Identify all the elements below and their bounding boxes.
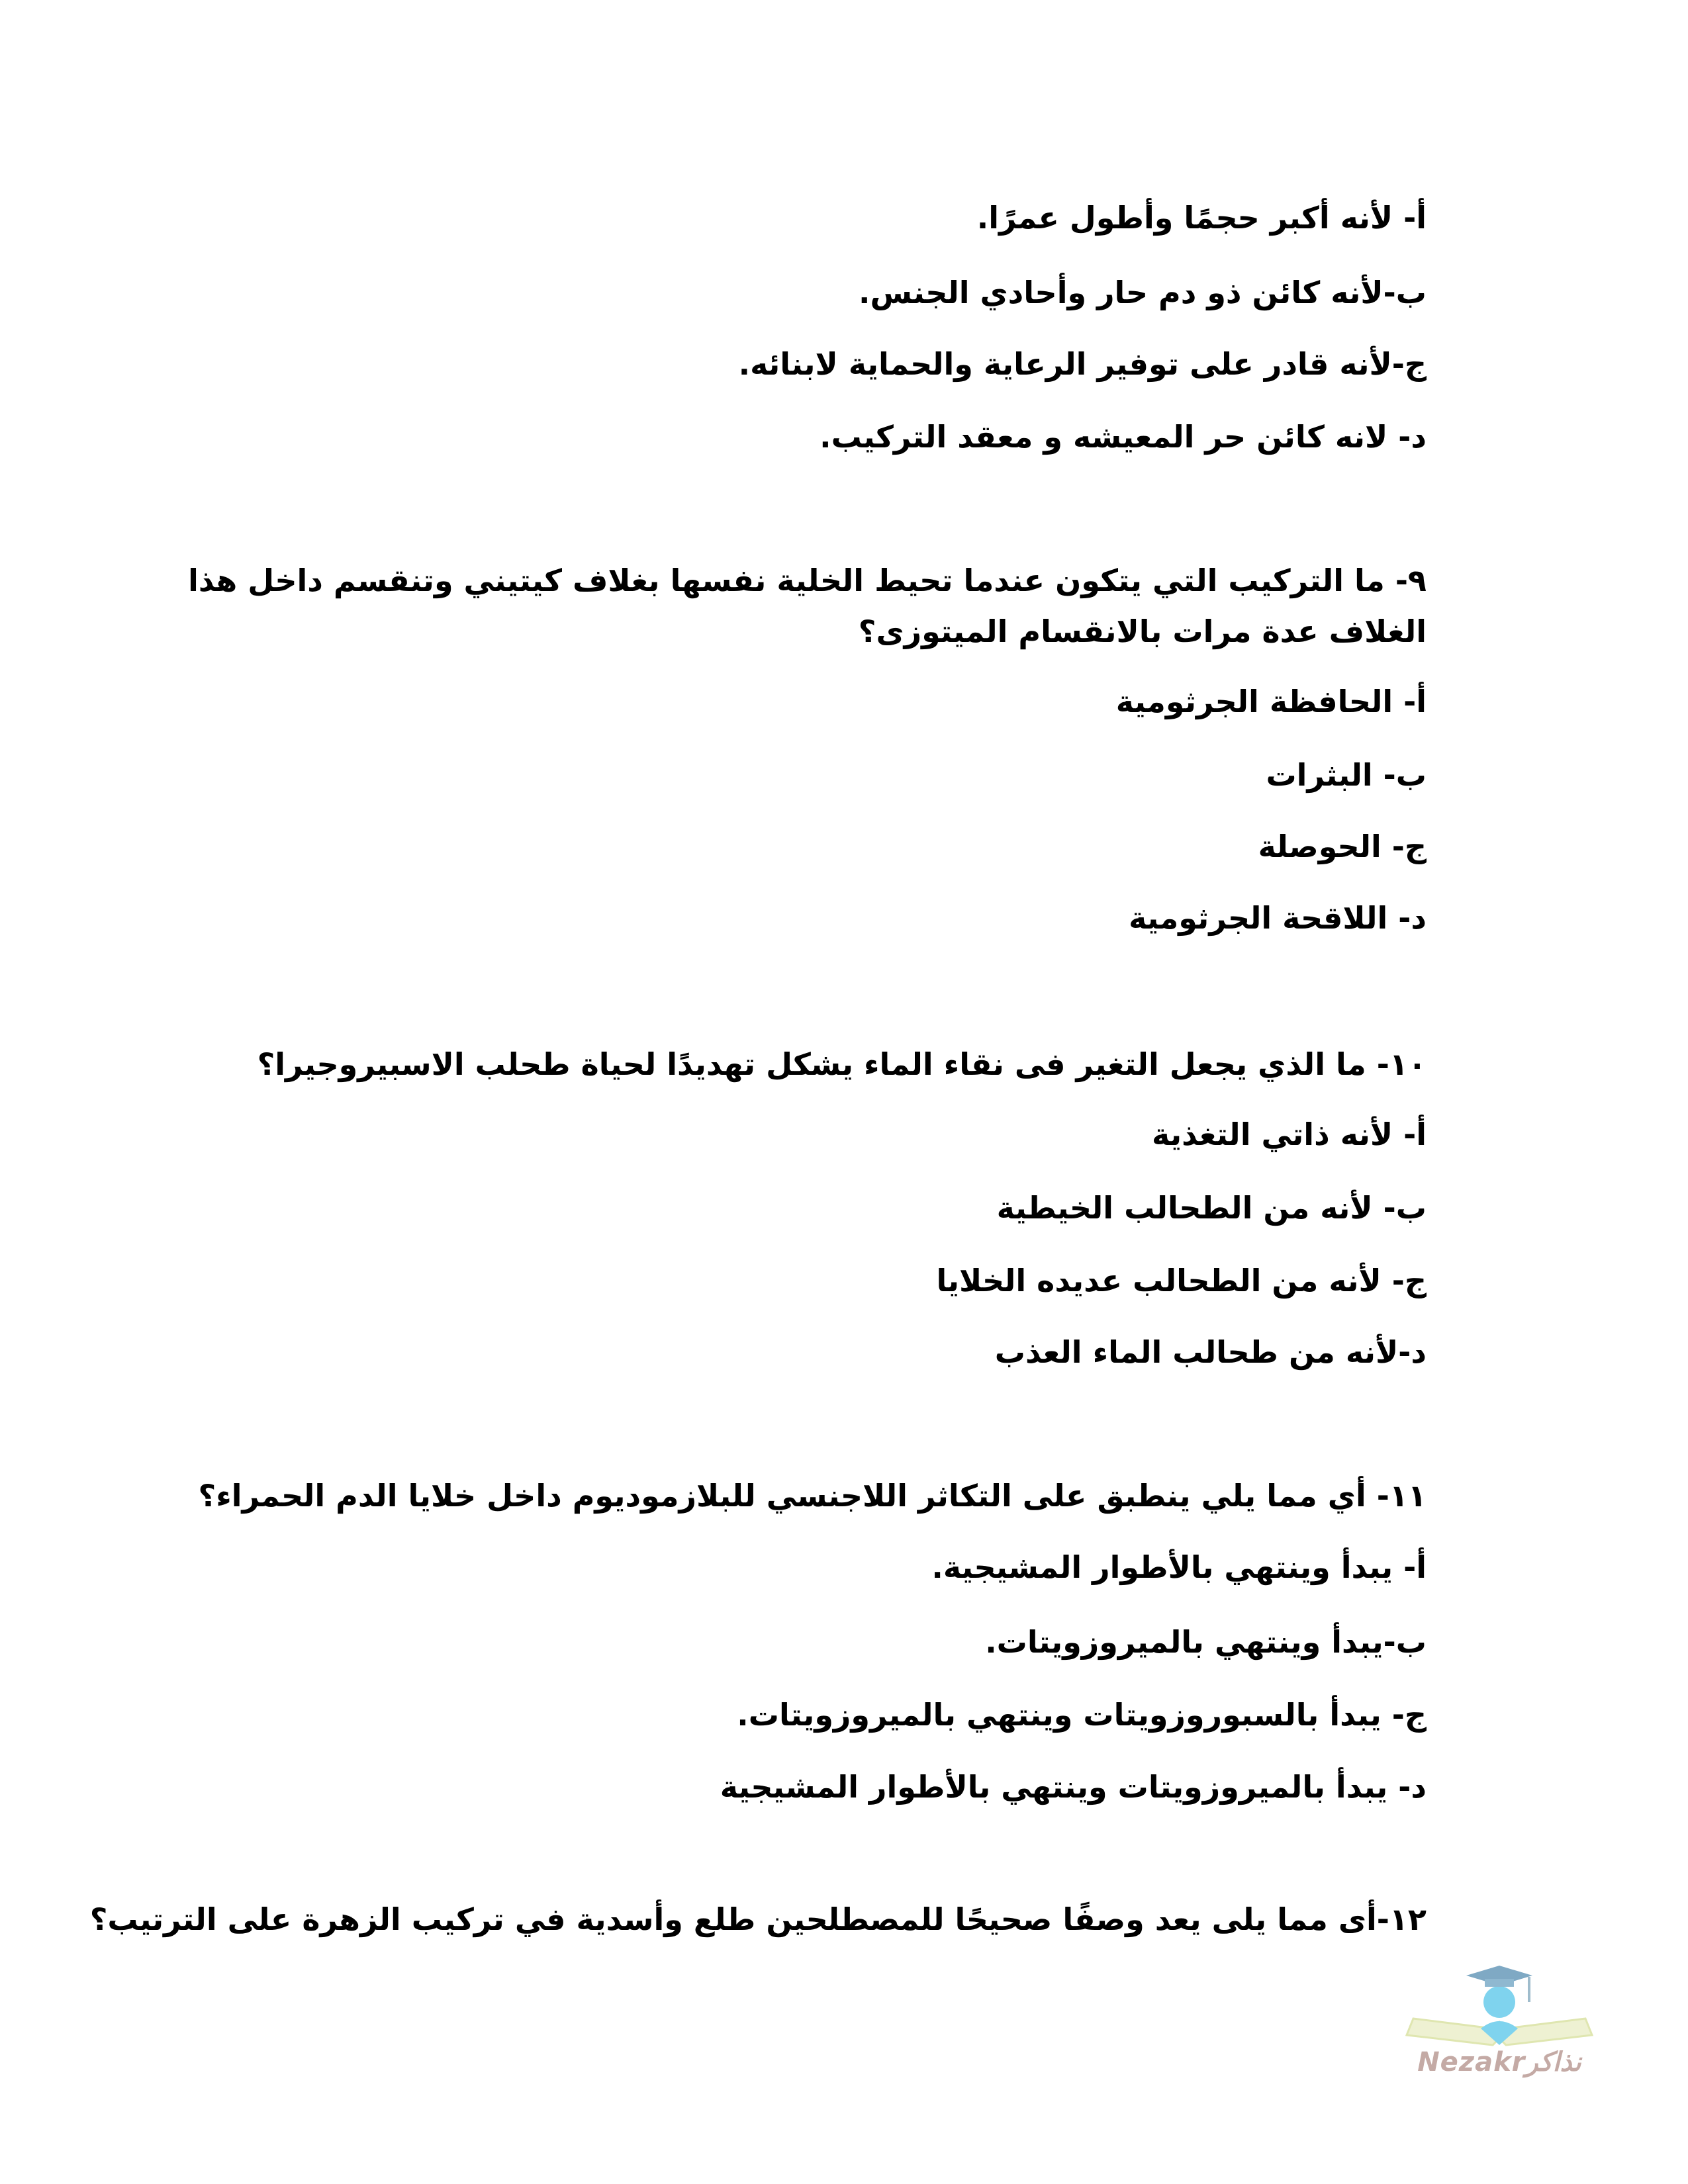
q9-question-line-1: ٩- ما التركيب التي يتكون عندما تحيط الخلية نفسها بغلاف كيتيني وتنقسم داخل هذا xyxy=(188,563,1427,598)
q10-question: ١٠- ما الذي يجعل التغير فى نقاء الماء يشكل تهديدًا لحياة طحلب الاسبيروجيرا؟ xyxy=(257,1046,1427,1082)
q9-option-d: د- اللاقحة الجرثومية xyxy=(1129,900,1427,936)
q11-question: ١١- أي مما يلي ينطبق على التكاثر اللاجنسي للبلازموديوم داخل خلايا الدم الحمراء؟ xyxy=(198,1478,1427,1514)
q9-option-a: أ- الحافظة الجرثومية xyxy=(1115,684,1427,719)
q10-option-c: ج- لأنه من الطحالب عديده الخلايا xyxy=(936,1263,1427,1298)
watermark-text: Nezakrنذاكر xyxy=(1417,2047,1581,2077)
q11-option-a: أ- يبدأ وينتهي بالأطوار المشيجية. xyxy=(931,1549,1427,1585)
q10-option-b: ب- لأنه من الطحالب الخيطية xyxy=(996,1190,1427,1226)
q8-option-a: أ- لأنه أكبر حجمًا وأطول عمرًا. xyxy=(976,200,1427,236)
q10-option-a: أ- لأنه ذاتي التغذية xyxy=(1151,1116,1427,1152)
q9-option-c: ج- الحوصلة xyxy=(1258,829,1427,864)
q10-option-d: د-لأنه من طحالب الماء العذب xyxy=(994,1334,1427,1370)
q11-option-d: د- يبدأ بالميروزويتات وينتهي بالأطوار المشيجية xyxy=(720,1769,1427,1805)
graduate-book-icon xyxy=(1393,1962,1605,2048)
q9-option-b: ب- البثرات xyxy=(1266,757,1427,793)
q8-option-c: ج-لأنه قادر على توفير الرعاية والحماية لابنائه. xyxy=(738,346,1427,382)
q11-option-b: ب-يبدأ وينتهي بالميروزويتات. xyxy=(985,1624,1427,1660)
nezakr-watermark-logo xyxy=(1393,1962,1605,2108)
q11-option-c: ج- يبدأ بالسبوروزويتات وينتهي بالميروزويتات. xyxy=(737,1697,1427,1733)
q9-question-line-2: الغلاف عدة مرات بالانقسام الميتوزى؟ xyxy=(858,614,1427,649)
q8-option-d: د- لانه كائن حر المعيشه و معقد التركيب. xyxy=(820,419,1427,455)
q8-option-b: ب-لأنه كائن ذو دم حار وأحادي الجنس. xyxy=(859,275,1427,310)
q12-question: ١٢-أى مما يلى يعد وصفًا صحيحًا للمصطلحين طلع وأسدية في تركيب الزهرة على الترتيب؟ xyxy=(89,1901,1427,1937)
